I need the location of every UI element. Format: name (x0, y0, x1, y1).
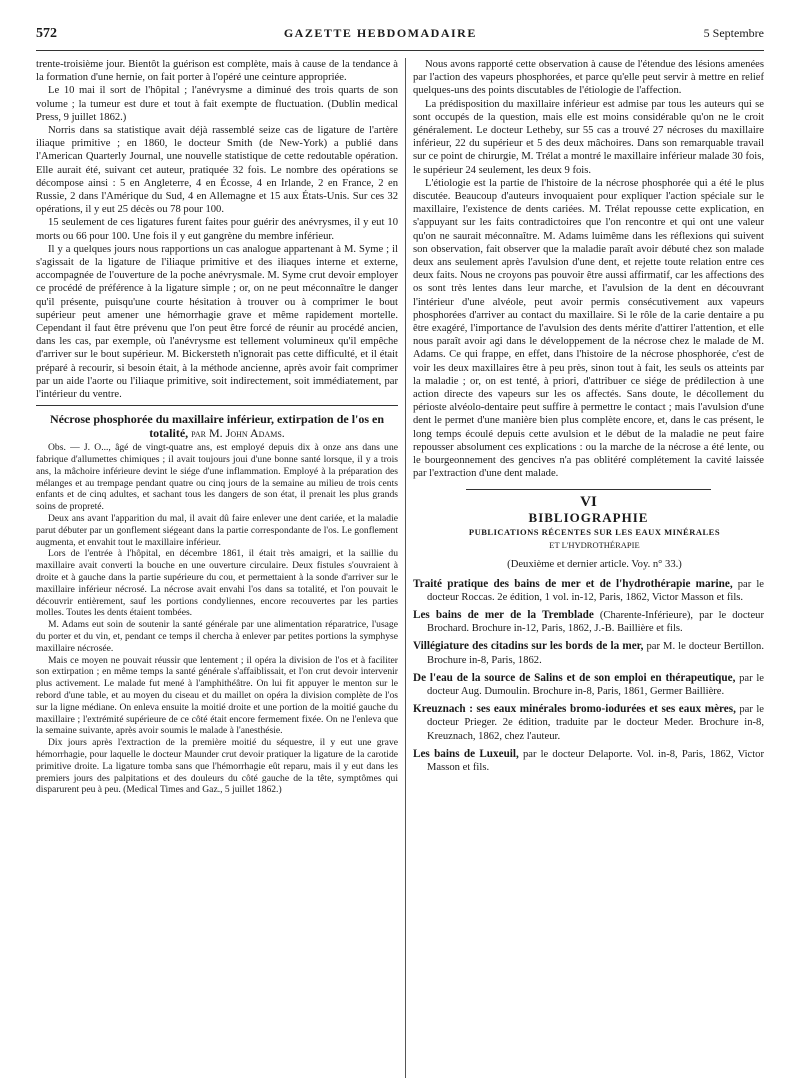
paragraph: trente-troisième jour. Bientôt la guérison est complète, mais à cause de la tendance à la formation d'une hernie, on fait porter à l'opéré une ceinture appropriée. (36, 59, 398, 84)
paragraph: Norris dans sa statistique avait déjà rassemblé seize cas de ligature de l'artère iliaque primitive ; en 1860, le docteur Smith (de New-York) a publié dans l'American Quarterly Journal, une nouvelle statistique de cette redoutable opération. Elle aurait été, suivant cet auteur, pratiquée 32 fois. Le nombre des opérations se décompose ainsi : 5 en Angleterre, 4 en Écosse, 4 en Irlande, 2 en France, 2 en Russie, 2 dans l'Amérique du Sud, 4 en Allemagne et 15 aux États-Unis. Sur ces 32 opérations, il y eut 25 décès ou 78 pour 100. (36, 125, 398, 216)
paragraph: Mais ce moyen ne pouvait réussir que lentement ; il opéra la division de l'os et à faciliter son extirpation ; en même temps la santé générale s'affaiblissait, et l'on crut devoir intervenir plus activement. Le malade fut mené à l'amphithéâtre. On lui fit appuyer le menton sur le rebord d'une table, et au moyen du ciseau et du maillet on opéra la division complète de l'os sur la ligne médiane. On enleva ensuite la moitié droite et une portion de la moitié gauche du maxillaire ; l'extrémité supérieure de ce côté était encore fermement fixée. On ne l'enleva que la semaine suivante, après avoir soumis le malade à l'anesthésie. (36, 654, 398, 737)
page-header (36, 26, 764, 51)
bibliography-entry (413, 748, 764, 774)
paragraph: Lors de l'entrée à l'hôpital, en décembre 1861, il était très amaigri, et la saillie du maxillaire avait converti la bouche en une ouverture circulaire. Deux fistules s'ouvraient à droite et à gauche dans la partie supérieure du cou, et permettaient à la sonde d'arriver sur le maxillaire inférieur nécrosé. La nécrose avait envahi l'os dans sa totalité, et l'on pouvait le découvrir entièrement, sauf les portions condyliennes, encore recouvertes par les parties molles. Toutes les dents étaient tombées. (36, 548, 398, 619)
page-number: 572 (36, 26, 57, 41)
section-number: VI (580, 493, 597, 510)
bib-details: par le docteur Prieger. 2e édition, traduite par le docteur Meder. Brochure in-8, Kreuznach, 1862, chez l'auteur. (427, 704, 764, 742)
bib-title: Les bains de mer de la Tremblade (413, 608, 594, 621)
column-divider (405, 58, 406, 1078)
journal-title: GAZETTE HEBDOMADAIRE (283, 26, 477, 40)
bibliography-entry (413, 609, 764, 635)
section-title: BIBLIOGRAPHIE (528, 509, 649, 525)
bib-details: (Charente-Inférieure), par le docteur Brochard. Brochure in-12, Paris, 1862, J.-B. Baillière et fils. (427, 609, 764, 635)
right-column (413, 58, 764, 1078)
bibliography-entry (413, 703, 764, 743)
paragraph: Deux ans avant l'apparition du mal, il avait dû faire enlever une dent cariée, et la maladie parut débuter par un gonflement siégeant dans la partie correspondante de l'os. Le gonflement augmenta, et envahit tout le maxillaire inférieur. (36, 513, 398, 548)
section-note: (Deuxième et dernier article. Voy. n° 33.) (507, 559, 682, 571)
bib-title: Kreuznach : ses eaux minérales bromo-iodurées et ses eaux mères, (413, 703, 736, 716)
paragraph: La prédisposition du maxillaire inférieur est admise par tous les auteurs qui se sont occupés de la question, mais elle est moins considérable qu'on ne le croit généralement. Le docteur Letheby, sur 55 cas a trouvé 27 nécroses du maxillaire inférieur, 22 du supérieur et 5 des deux mâchoires. Dans son remarquable travail sur ce point de chirurgie, M. Trélat a montré le maxillaire inférieur malade 30 fois, le supérieur 24 seulement, les deux 9 fois. (413, 98, 764, 176)
bib-details: par M. le docteur Bertillon. Brochure in-8, Paris, 1862. (427, 641, 764, 666)
bibliography-entry (413, 578, 764, 604)
bibliography-entry (413, 640, 764, 666)
article-title-text: Nécrose phosphorée du maxillaire inférieur, extirpation de l'os en totalité, (49, 412, 385, 441)
bib-details: par le docteur Roccas. 2e édition, 1 vol. in-12, Paris, 1862, Victor Masson et fils. (427, 578, 764, 603)
issue-date: 5 Septembre (703, 26, 764, 40)
bib-title: Traité pratique des bains de mer et de l'hydrothérapie marine, (413, 577, 733, 590)
left-column (36, 58, 398, 1078)
paragraph: M. Adams eut soin de soutenir la santé générale par une alimentation réparatrice, l'usage du porter et du vin, et, pendant ce temps il chercha à enlever par petites portions la symphyse maxillaire nécrosée. (36, 619, 398, 654)
section-subtitle: PUBLICATIONS RÉCENTES SUR LES EAUX MINÉRALES (468, 526, 721, 537)
section-divider (466, 489, 712, 490)
bibliography-entry (413, 672, 764, 698)
divider (36, 405, 398, 406)
article-author: par M. John Adams. (191, 426, 285, 441)
paragraph: 15 seulement de ces ligatures furent faites pour guérir des anévrysmes, il y eut 10 morts ou 66 pour 100. Une fois il y eut gangrène du membre inférieur. (36, 217, 398, 242)
bib-details: par le docteur Aug. Dumoulin. Brochure in-8, Paris, 1861, Germer Baillière. (427, 672, 764, 697)
bib-title: De l'eau de la source de Salins et de son emploi en thérapeutique, (413, 671, 736, 684)
paragraph: Obs. — J. O..., âgé de vingt-quatre ans, est employé depuis dix à onze ans dans une fabrique d'allumettes chimiques ; il avait toujours joui d'une bonne santé lorsque, il y a trois ans, la mâchoire inférieure devint le siége d'une inflammation. Employé à la préparation des mélanges et au trempage pendant quatre ou cinq jours de la semaine au milieu de trois cents enfants et de cinq adultes, et sachant tous les dangers de son état, il prenait les plus grands soins de propreté. (36, 442, 398, 513)
paragraph: Nous avons rapporté cette observation à cause de l'étendue des lésions amenées par l'action des vapeurs phosphorées, et parce qu'elle peut servir à mettre en relief quelques-uns des points discutables de l'étiologie de l'affection. (413, 59, 764, 97)
paragraph: L'étiologie est la partie de l'histoire de la nécrose phosphorée qui a été le plus discutée. Beaucoup d'auteurs invoquaient pour expliquer l'action spéciale sur le maxillaire, l'existence de dents cariées. M. Trélat repousse cette explication, en s'appuyant sur les faits contradictoires que l'on rencontre et qui ont une valeur qu'on ne saurait méconnaître. M. Adams luimême dans les réflexions qui suivent son observation, fait observer que la maladie paraît avoir débuté chez son malade deux ans seulement après l'avulsion d'une dent, et rejette toute relation entre ces deux faits. Nous ne croyons pas pouvoir être aussi affirmatif, car les affections des os sont très lentes dans leur marche, et l'avulsion de la dent en découvrant l'intérieur d'une alvéole, peut avoir permis consécutivement aux vapeurs phosphorées d'arriver au contact du maxillaire. Si le rôle de la carie dentaire a pu être exagéré, l'importance de l'avulsion des dents mérite d'attirer l'attention, et elle nous paraît avoir agi dans le développement de la nécrose chez le malade de M. Adams. Ce qui frappe, en effet, dans l'histoire de la nécrose phosphorée, c'est de voir les deux maxillaires être à peu près, sinon tout à fait, les seuls os atteints par la maladie ; or, on est tenté, à priori, d'attribuer ce siége de prédilection à une action directe des vapeurs sur les os affectés. Sans doute, le décollement du périoste alvéolo-dentaire peut suffire à permettre le contact ; mais l'avulsion d'une dent le permet d'une manière bien plus complète encore, et, dans le cas présent, le long temps écoulé depuis cette avulsion et le début de la maladie ne peut faire repousser absolument ces explications : ou la marche de la nécrose a été lente, ou le bourgeonnement des gencives n'a pas oblitéré complétement la cavité laissée par l'extraction d'une dent malade. (413, 177, 764, 480)
article-title (36, 412, 398, 440)
bib-title: Villégiature des citadins sur les bords de la mer, (413, 640, 644, 653)
paragraph: Dix jours après l'extraction de la première moitié du séquestre, il y eut une grave hémorrhagie, pour laquelle le docteur Maunder crut devoir pratiquer la ligature de la carotide primitive droite. La ligature tomba sans que l'hémorrhagie eût reparu, mais il y eut dans les premiers jours des palpitations et des douleurs du côté gauche de la tête, symptômes qui disparurent peu à peu. (Medical Times and Gaz., 5 juillet 1862.) (36, 737, 398, 796)
paragraph: Il y a quelques jours nous rapportions un cas analogue appartenant à M. Syme ; il s'agissait de la ligature de l'iliaque primitive et des iliaques interne et externe, accompagnée de l'ouverture de la poche anévrysmale. M. Syme crut devoir employer ce procédé de préférence à la ligature simple ; or, on ne peut méconnaître le danger qu'il présente, puisqu'une courte hésitation à trouver ou à comprimer le bout supérieur peut amener une hémorrhagie grave et même rapidement mortelle. Cependant il faut être prévenu que l'on peut être forcé de réunir au procédé ancien, dans les cas, par exemple, où l'anévrysme est tellement volumineux qu'il empêche d'arriver sur le bout supérieur. M. Bickersteth n'ignorait pas cette difficulté, et il était préparé à recourir, si besoin était, à la méthode ancienne, après avoir fait comprimer par un aide l'aorte ou l'iliaque primitive, soit indirectement, soit immédiatement, par l'intérieur du ventre. (36, 243, 398, 401)
bib-details: par le docteur Delaporte. Vol. in-8, Paris, 1862, Victor Masson et fils. (427, 748, 764, 773)
bib-title: Les bains de Luxeuil, (413, 747, 519, 760)
paragraph: Le 10 mai il sort de l'hôpital ; l'anévrysme a diminué des trois quarts de son volume ; la tumeur est dure et tout à fait exempte de fluctuation. (Dublin medical Press, 9 juillet 1862.) (36, 85, 398, 123)
section-subtitle: ET L'HYDROTHÉRAPIE (549, 540, 640, 551)
